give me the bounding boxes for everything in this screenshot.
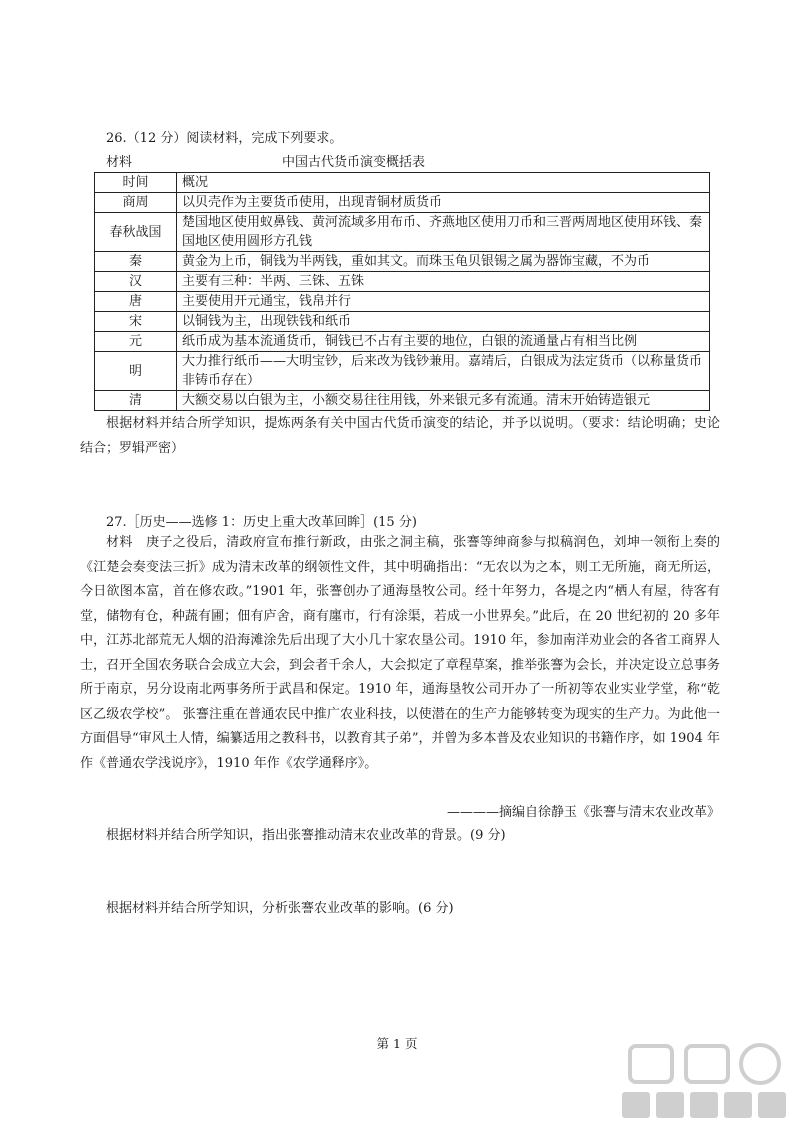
table-row [95,312,710,332]
row-time: 明 [95,352,177,391]
page-number: 第 1 页 [376,1036,418,1051]
column-header-summary: 概况 [177,173,710,193]
row-desc: 以铜钱为主，出现铁钱和纸币 [177,312,710,332]
row-desc: 大力推行纸币——大明宝钞，后来改为钱钞兼用。嘉靖后，白银成为法定货币（以称量货币非铸币存在） [177,352,710,391]
table-row [95,252,710,272]
corner-logo [600,1040,790,1120]
table-row [95,292,710,312]
table-row [95,332,710,352]
row-time: 宋 [95,312,177,332]
row-desc: 主要使用开元通宝，钱帛并行 [177,292,710,312]
table-row [95,213,710,252]
row-time: 唐 [95,292,177,312]
source-citation: ————摘编自徐静玉《张謇与清末农业改革》 [446,805,720,820]
table-title: 中国古代货币演变概括表 [282,155,426,170]
column-header-time: 时间 [95,173,177,193]
row-time: 秦 [95,252,177,272]
table-row [95,272,710,292]
currency-table [94,172,710,411]
table-row [95,391,710,411]
q27-material: 材料 庚子之役后，清政府宣布推行新政，由张之洞主稿，张謇等绅商参与拟稿润色，刘坤一领衔上奏的《江楚会奏变法三折》成为清末改革的纲领性文件，其中明确指出：“无农以为之本，则工无所施，商无所运，今日欲图本富，首在修农政。”1901 年，张謇创办了通海垦牧公司。经十年努力，各堤之内“栖人有屋，待客有堂，储物有仓，种蔬有圃；佃有庐舍，商有廛市，行有涂渠，若成一小世界矣。”此后，在 20 世纪初的 20 多年中，江苏北部荒无人烟的沿海滩涂先后出现了大小几十家农垦公司。1910 年，参加南洋劝业会的各省工商界人士，召开全国农务联合会成立大会，到会者千余人，大会拟定了章程草案，推举张謇为会长，并决定设立总事务所于南京，另分设南北两事务所于武昌和保定。1910 年，通海垦牧公司开办了一所初等农业实业学堂，称“乾区乙级农学校”。 张謇注重在普通农民中推广农业科技，以使潜在的生产力能够转变为现实的生产力。为此他一方面倡导“审风土人情，编纂适用之教科书，以教育其子弟”，并曾为多本普及农业知识的书籍作序，如 1904 年作《普通农学浅说序》，1910 年作《农学通释序》。 [80,535,720,771]
q26-question: 根据材料并结合所学知识，提炼两条有关中国古代货币演变的结论，并予以说明。（要求：结论明确；史论结合；罗辑严密） [80,416,720,456]
q27-question-2: 根据材料并结合所学知识，分析张謇农业改革的影响。(6 分) [106,901,454,916]
row-time: 元 [95,332,177,352]
q26-heading: 26.（12 分）阅读材料，完成下列要求。 [106,131,343,146]
row-time: 商周 [95,193,177,213]
row-desc: 纸币成为基本流通货币，铜钱已不占有主要的地位，白银的流通量占有相当比例 [177,332,710,352]
row-desc: 大额交易以白银为主，小额交易往往用钱，外来银元多有流通。清末开始铸造银元 [177,391,710,411]
row-time: 春秋战国 [95,213,177,252]
material-label: 材料 [106,155,133,170]
row-desc: 以贝壳作为主要货币使用，出现青铜材质货币 [177,193,710,213]
row-desc: 楚国地区使用蚁鼻钱、黄河流域多用布币、齐燕地区使用刀币和三晋两周地区使用环钱、秦国地区使用圆形方孔钱 [177,213,710,252]
q27-question-1: 根据材料并结合所学知识，指出张謇推动清末农业改革的背景。(9 分) [106,828,506,843]
row-time: 汉 [95,272,177,292]
table-row [95,193,710,213]
row-desc: 黄金为上币，铜钱为半两钱，重如其文。而珠玉龟贝银锡之属为器饰宝藏，不为币 [177,252,710,272]
table-header-row [95,173,710,193]
q27-heading: 27.［历史——选修 1：历史上重大改革回眸］(15 分) [106,515,417,530]
table-row [95,352,710,391]
row-desc: 主要有三种：半两、三铢、五铢 [177,272,710,292]
row-time: 清 [95,391,177,411]
